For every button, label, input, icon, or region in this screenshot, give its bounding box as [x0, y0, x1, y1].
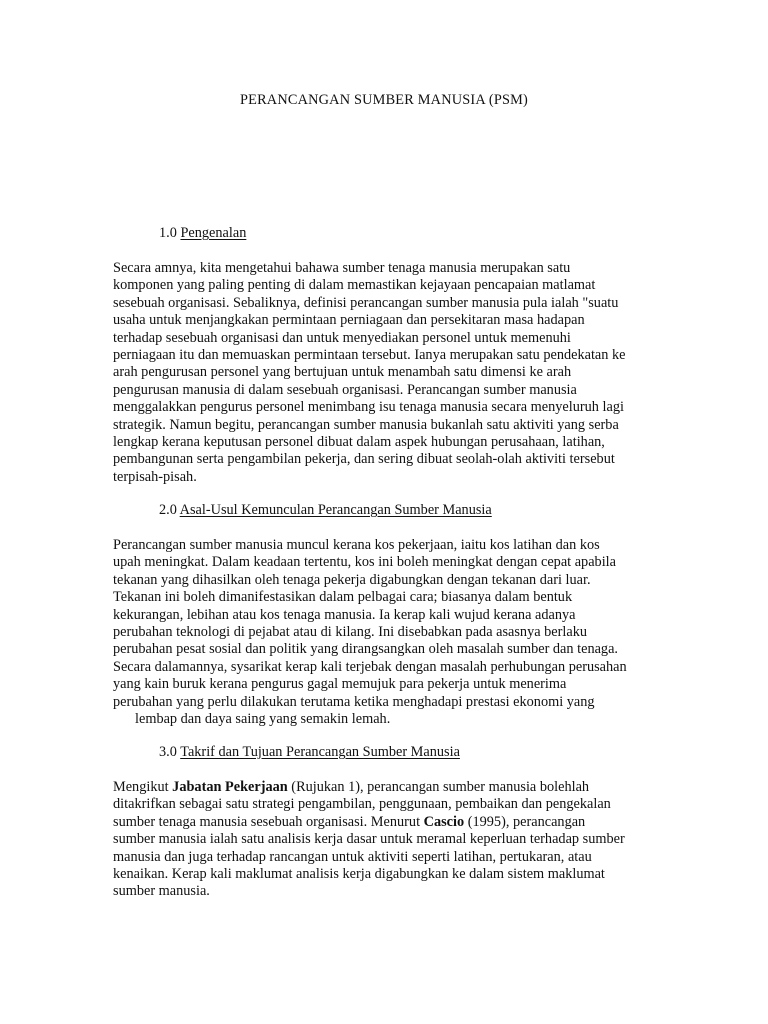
section-title-3: Takrif dan Tujuan Perancangan Sumber Manusia [180, 744, 460, 760]
text-run: Mengikut [113, 779, 173, 795]
paragraph-line: lengkap kerana keputusan personel dibuat dalam aspek hubungan perusahaan, latihan, [113, 434, 605, 451]
paragraph-line: manusia dan juga terhadap rancangan untuk aktiviti seperti latihan, pertukaran, atau [113, 848, 592, 865]
paragraph-line: kekurangan, lebihan atau kos tenaga manusia. Ia kerap kali wujud kerana adanya [113, 606, 576, 623]
text-run: (Rujukan 1), perancangan sumber manusia bolehlah [287, 779, 590, 795]
paragraph-line: Secara amnya, kita mengetahui bahawa sumber tenaga manusia merupakan satu [113, 260, 571, 276]
section-number-2: 2.0 [159, 502, 177, 518]
paragraph-line: tekanan yang dihasilkan oleh tenaga pekerja digabungkan dengan tekanan dari luar. [113, 571, 591, 588]
text-run: (1995), perancangan [464, 813, 586, 830]
paragraph-line: Tekanan ini boleh dimanifestasikan dalam pelbagai cara; biasanya dalam bentuk [113, 589, 573, 606]
paragraph-line: perubahan pesat sosial dan politik yang dirangsangkan oleh masalah sumber dan tenaga. [113, 641, 619, 658]
section-title-2: Asal-Usul Kemunculan Perancangan Sumber Manusia [179, 502, 492, 518]
section-number-3: 3.0 [159, 744, 177, 760]
document-title: PERANCANGAN SUMBER MANUSIA (PSM) [239, 92, 529, 108]
paragraph-line: terpisah-pisah. [113, 468, 197, 485]
paragraph-line: sumber manusia. [113, 883, 210, 900]
paragraph-line: kenaikan. Kerap kali maklumat analisis kerja digabungkan ke dalam sistem maklumat [113, 866, 605, 883]
paragraph-line: perubahan teknologi di pejabat atau di kilang. Ini disebabkan pada asasnya berlaku [113, 624, 588, 641]
paragraph-line: Perancangan sumber manusia muncul kerana kos pekerjaan, iaitu kos latihan dan kos [113, 537, 600, 553]
section-paragraph-3 [113, 779, 658, 901]
paragraph-line: upah meningkat. Dalam keadaan tertentu, kos ini boleh meningkat dengan cepat apabila [113, 554, 616, 571]
section-number-1: 1.0 [159, 225, 177, 241]
paragraph-line: usaha untuk menjangkakan permintaan perniagaan dan persekitaran masa hadapan [113, 312, 585, 329]
section-heading-1 [159, 225, 246, 242]
section-heading-3 [159, 744, 460, 761]
paragraph-line: pembangunan serta pengambilan pekerja, dan sering dibuat seolah-olah aktiviti tersebut [113, 451, 615, 468]
paragraph-line: sesebuah organisasi. Sebaliknya, definisi perancangan sumber manusia pula ialah "suatu [113, 294, 619, 311]
section-heading-2 [159, 502, 492, 519]
paragraph-line [113, 814, 658, 831]
paragraph-line: Secara dalamannya, sysarikat kerap kali terjebak dengan masalah perhubungan perusahan [113, 658, 627, 675]
paragraph-line: sumber manusia ialah satu analisis kerja dasar untuk meramal keperluan terhadap sumber [113, 831, 625, 848]
paragraph-line: lembap dan daya saing yang semakin lemah. [135, 711, 391, 728]
paragraph-line: yang kain buruk kerana pengurus gagal memujuk para pekerja untuk menerima [113, 676, 567, 693]
paragraph-line: terhadap sesebuah organisasi dan untuk menyediakan personel untuk memenuhi [113, 329, 571, 346]
paragraph-line: ditakrifkan sebagai satu strategi pengambilan, penggunaan, pembaikan dan pengekalan [113, 796, 611, 813]
section-paragraph-2 [113, 537, 658, 728]
paragraph-line: komponen yang paling penting di dalam memastikan kejayaan pencapaian matlamat [113, 277, 596, 294]
section-paragraph-1 [113, 260, 658, 486]
text-run: sumber tenaga manusia sesebuah organisasi. Menurut [113, 813, 424, 830]
paragraph-line: perniagaan itu dan memuaskan permintaan tersebut. Ianya merupakan satu pendekatan ke [113, 347, 626, 364]
section-title-1: Pengenalan [180, 225, 247, 241]
paragraph-line: perubahan yang perlu dilakukan terutama ketika menghadapi prestasi ekonomi yang [113, 693, 595, 710]
paragraph-line [113, 779, 658, 796]
reference-jabatan-pekerjaan: Jabatan Pekerjaan [172, 779, 288, 795]
paragraph-line: menggalakkan pengurus personel menimbang isu tenaga manusia secara menyeluruh lagi [113, 399, 624, 416]
reference-cascio: Cascio [423, 813, 465, 830]
paragraph-line: strategik. Namun begitu, perancangan sumber manusia bukanlah satu aktiviti yang serba [113, 416, 619, 433]
paragraph-line: arah pengurusan personel yang bertujuan untuk menambah satu dimensi ke arah [113, 364, 572, 381]
paragraph-line: pengurusan manusia di dalam sesebuah organisasi. Perancangan sumber manusia [113, 381, 577, 398]
